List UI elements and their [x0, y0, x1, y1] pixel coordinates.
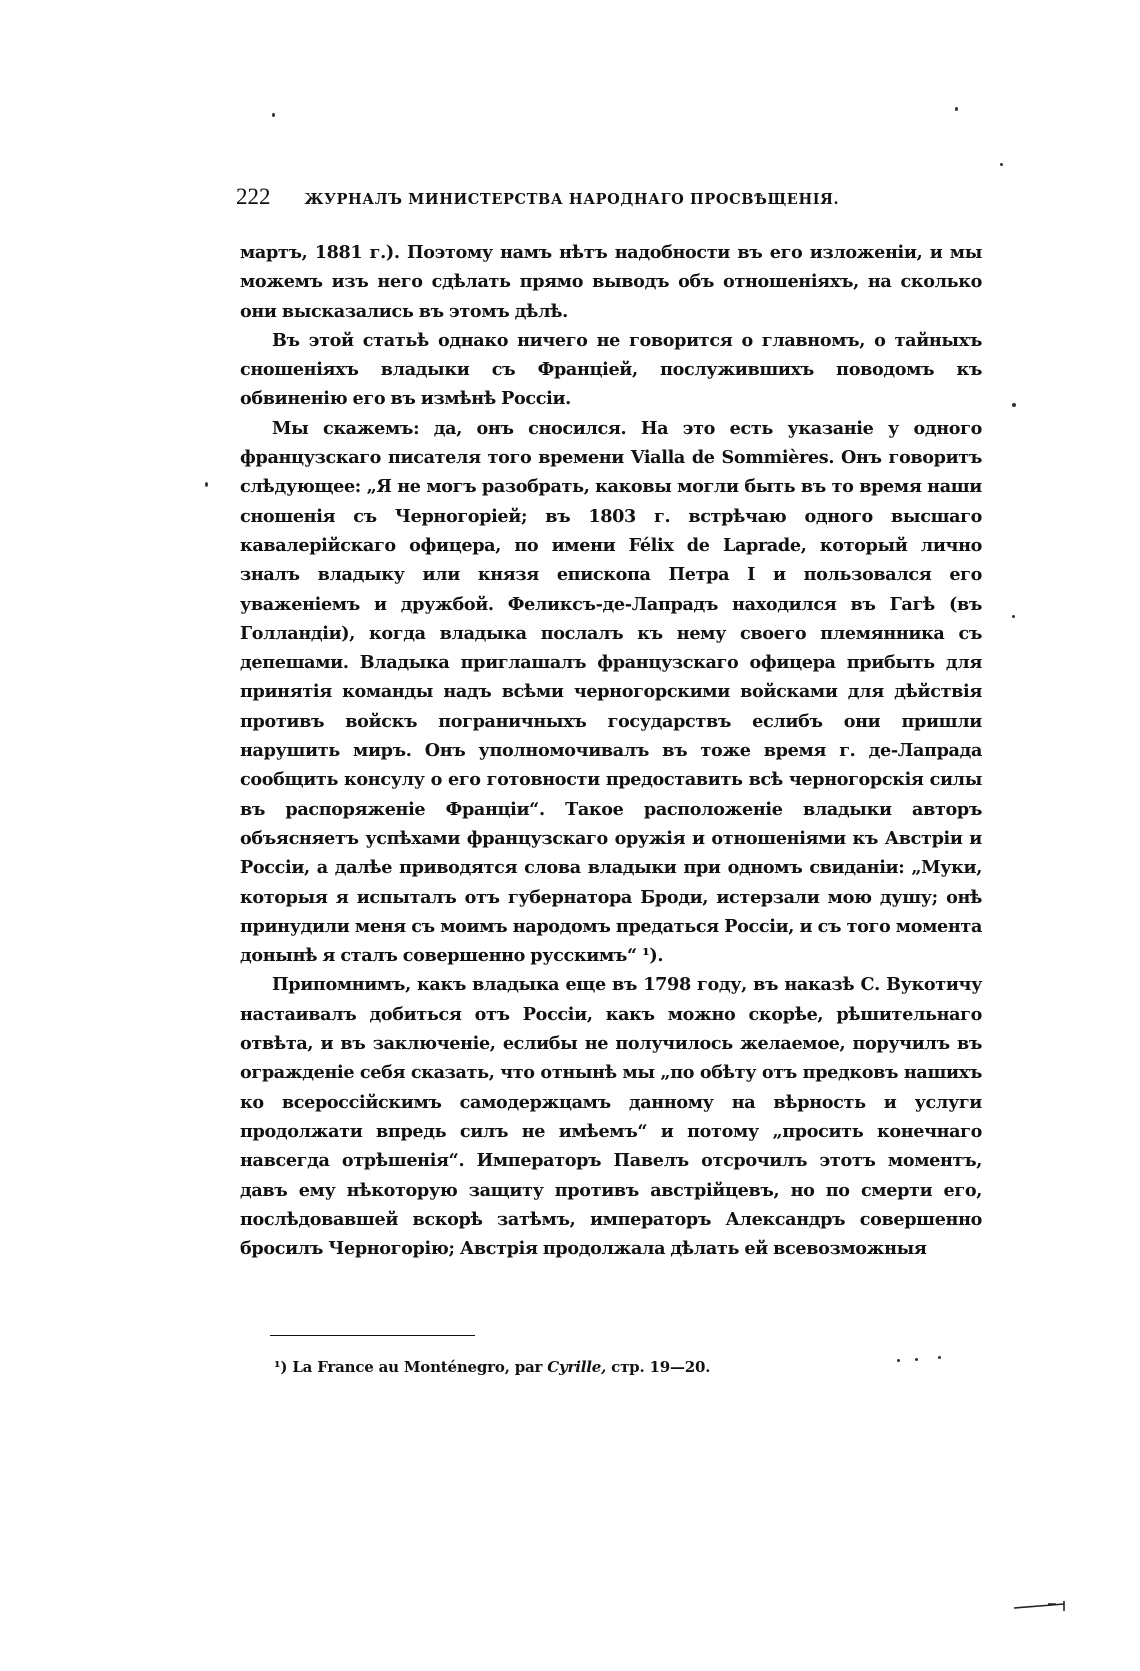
paragraph-4: Припомнимъ, какъ владыка еще въ 1798 году, въ наказѣ С. Вукотичу настаивалъ добиться отъ Россіи, какъ можно скорѣе, рѣшительнаго отвѣта, и въ заключеніе, еслибы не получилось желаемое, поручилъ въ огражденіе себя сказать, что отнынѣ мы „по обѣту отъ предковъ нашихъ ко всероссійскимъ самодержцамъ данному на вѣрность и услуги продолжати впредь силъ не имѣемъ“ и потому „просить конечнаго навсегда отрѣшенія“. Императоръ Павелъ отсрочилъ этотъ моментъ, давъ ему нѣкоторую защиту противъ австрійцевъ, но по смерти его, послѣдовавшей вскорѣ затѣмъ, императоръ Александръ совершенно бросилъ Черногорію; Австрія продолжала дѣлать ей всевозможныя [240, 974, 982, 1260]
scan-speck [205, 482, 208, 487]
scan-speck [1000, 163, 1003, 166]
footnote-divider [270, 1335, 475, 1336]
footnote-text-before: La France au Monténegro, par [292, 1358, 543, 1376]
footnote-text-after: стр. 19—20. [611, 1358, 711, 1376]
scan-speck [955, 107, 958, 111]
footnote-marker: ¹) [274, 1358, 288, 1376]
scan-speck [1012, 403, 1016, 407]
scan-speck [272, 113, 275, 117]
scan-speck [1012, 615, 1015, 618]
page-corner-mark [1012, 1599, 1066, 1613]
footnote [274, 1356, 834, 1378]
scan-speck [915, 1358, 918, 1361]
scan-speck [938, 1356, 941, 1359]
paragraph-1: мартъ, 1881 г.). Поэтому намъ нѣтъ надобности въ его изложеніи, и мы можемъ изъ него сдѣлать прямо выводъ объ отношеніяхъ, на сколько они высказались въ этомъ дѣлѣ. [240, 242, 982, 322]
page-number: 222 [236, 184, 271, 209]
body-text [240, 238, 982, 1263]
footnote-author: Cyrille, [547, 1358, 607, 1376]
running-title: ЖУРНАЛЪ МИНИСТЕРСТВА НАРОДНАГО ПРОСВѢЩЕНІЯ. [304, 191, 840, 208]
paragraph-3: Мы скажемъ: да, онъ сносился. На это есть указаніе у одного французскаго писателя того времени Vialla de Sommières. Онъ говоритъ слѣдующее: „Я не могъ разобрать, каковы могли быть въ то время наши сношенія съ Черногоріей; въ 1803 г. встрѣчаю одного высшаго кавалерійскаго офицера, по имени Félix de Laprade, который лично зналъ владыку или князя епископа Петра I и пользовался его уваженіемъ и дружбой. Феликсъ-де-Лапрадъ находился въ Гагѣ (въ Голландіи), когда владыка послалъ къ нему своего племянника съ депешами. Владыка приглашалъ французскаго офицера прибыть для принятія команды надъ всѣми черногорскими войсками для дѣйствія противъ войскъ пограничныхъ государствъ еслибъ они пришли нарушить миръ. Онъ уполномочивалъ въ тоже время г. де-Лапрада сообщить консулу о его готовности предоставить всѣ черногорскія силы въ распоряженіе Франціи“. Такое расположеніе владыки авторъ объясняетъ успѣхами французскаго оружія и отношеніями къ Австріи и Россіи, а далѣе приводятся слова владыки при одномъ свиданіи: „Муки, которыя я испыталъ отъ губернатора Броди, истерзали мою душу; онѣ принудили меня съ моимъ народомъ предаться Россіи, и съ того момента донынѣ я сталъ совершенно русскимъ“ ¹). [240, 417, 982, 967]
paragraph-2: Въ этой статьѣ однако ничего не говорится о главномъ, о тайныхъ сношеніяхъ владыки съ Франціей, послужившихъ поводомъ къ обвиненію его въ измѣнѣ Россіи. [240, 329, 982, 410]
scan-speck [897, 1359, 900, 1362]
page-header [236, 184, 996, 218]
